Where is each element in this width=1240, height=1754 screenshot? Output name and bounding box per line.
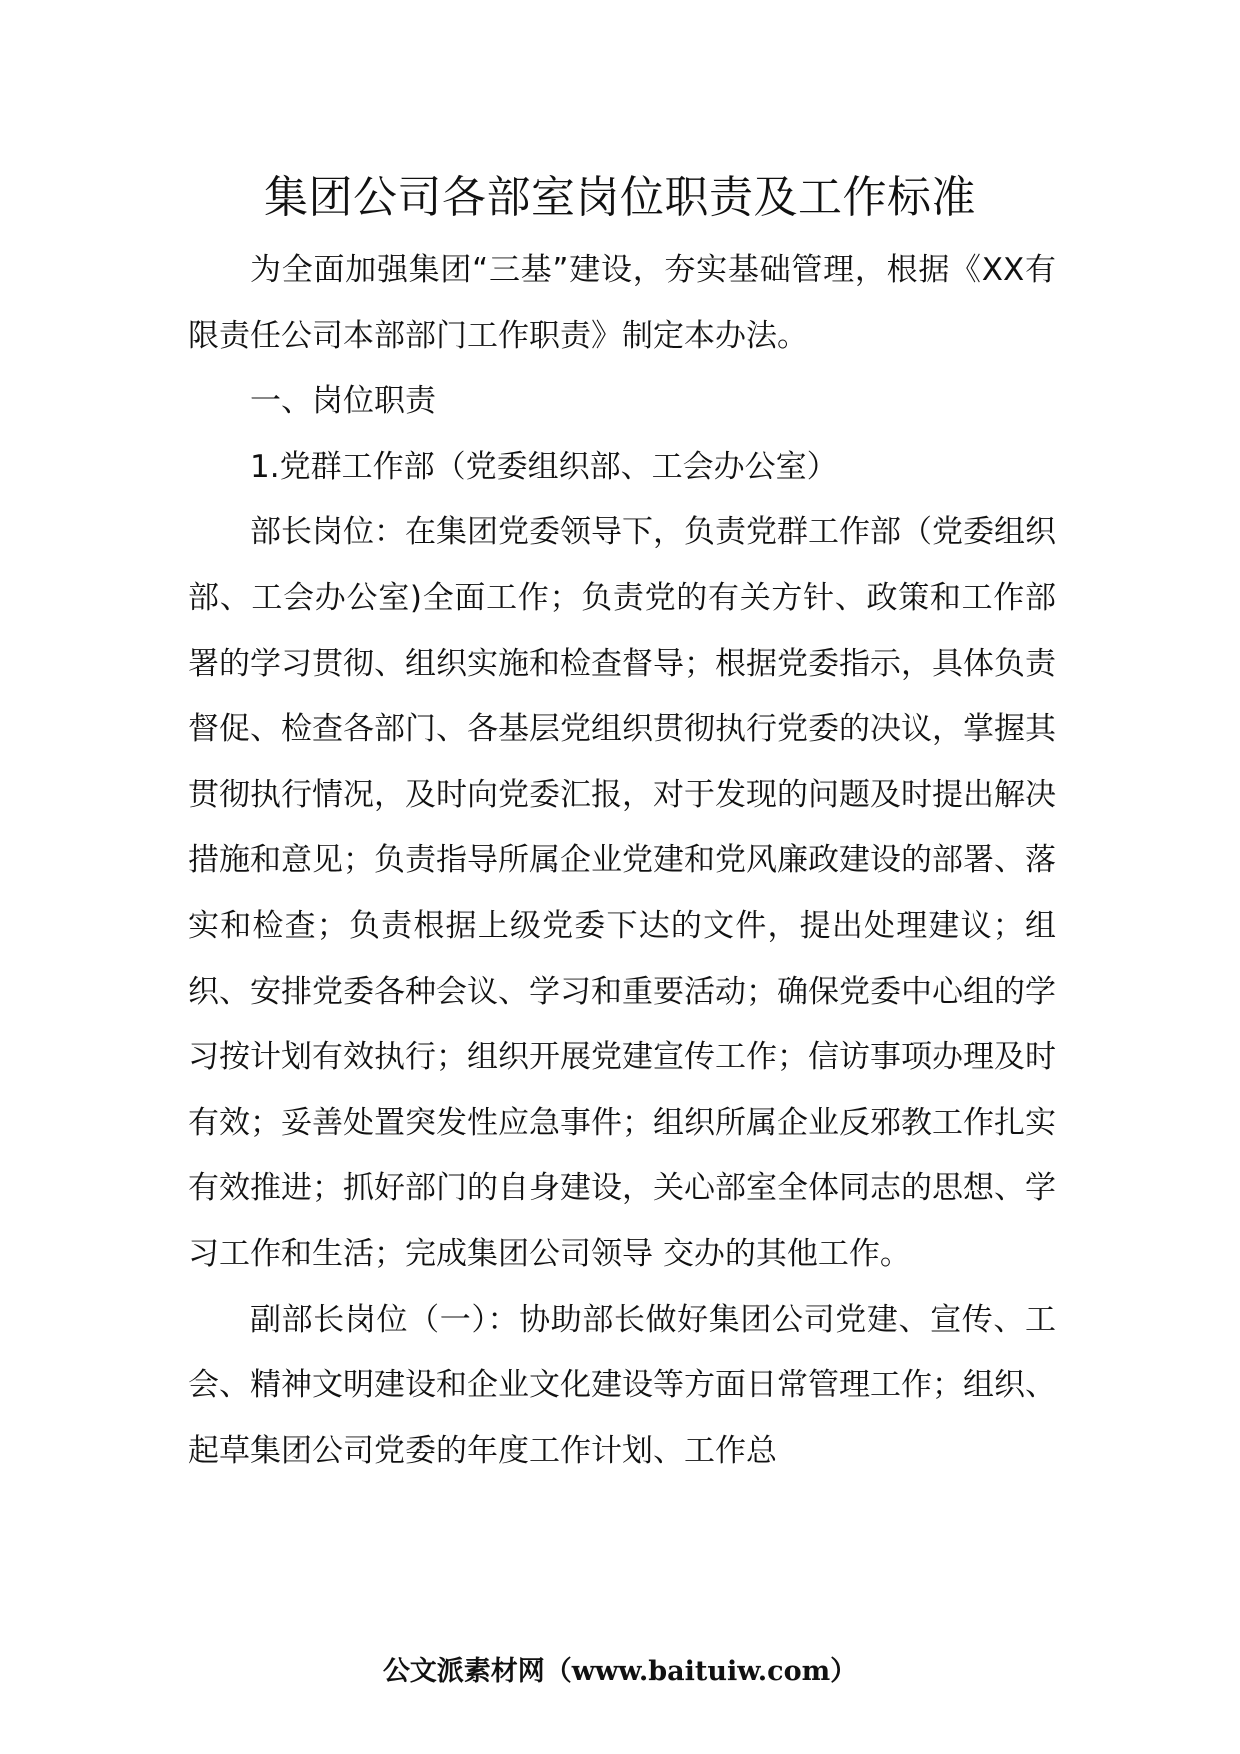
deputy-director-duties-paragraph: 副部长岗位（一）：协助部长做好集团公司党建、宣传、工会、精神文明建设和企业文化建设等方面日常管理工作；组织、起草集团公司党委的年度工作计划、工作总 <box>188 1301 1056 1469</box>
footer-watermark: 公文派素材网（www.baituiw.com） <box>382 1656 858 1687</box>
intro-paragraph: 为全面加强集团“三基”建设，夯实基础管理，根据《XX有限责任公司本部部门工作职责》制定本办法。 <box>188 252 1056 354</box>
section-heading: 一、岗位职责 <box>250 383 436 420</box>
subsection-heading: 1.党群工作部（党委组织部、工会办公室） <box>250 448 838 485</box>
document-title: 集团公司各部室岗位职责及工作标准 <box>264 172 976 223</box>
document-body <box>188 238 1056 1484</box>
director-duties-paragraph: 部长岗位：在集团党委领导下，负责党群工作部（党委组织部、工会办公室)全面工作；负责党的有关方针、政策和工作部署的学习贯彻、组织实施和检查督导；根据党委指示，具体负责督促、检查各部门、各基层党组织贯彻执行党委的决议，掌握其贯彻执行情况，及时向党委汇报，对于发现的问题及时提出解决措施和意见；负责指导所属企业党建和党风廉政建设的部署、落实和检查；负责根据上级党委下达的文件，提出处理建议；组织、安排党委各种会议、学习和重要活动；确保党委中心组的学习按计划有效执行；组织开展党建宣传工作；信访事项办理及时有效；妥善处置突发性应急事件；组织所属企业反邪教工作扎实有效推进；抓好部门的自身建设，关心部室全体同志的思想、学习工作和生活；完成集团公司领导 交办的其他工作。 <box>188 514 1056 1272</box>
